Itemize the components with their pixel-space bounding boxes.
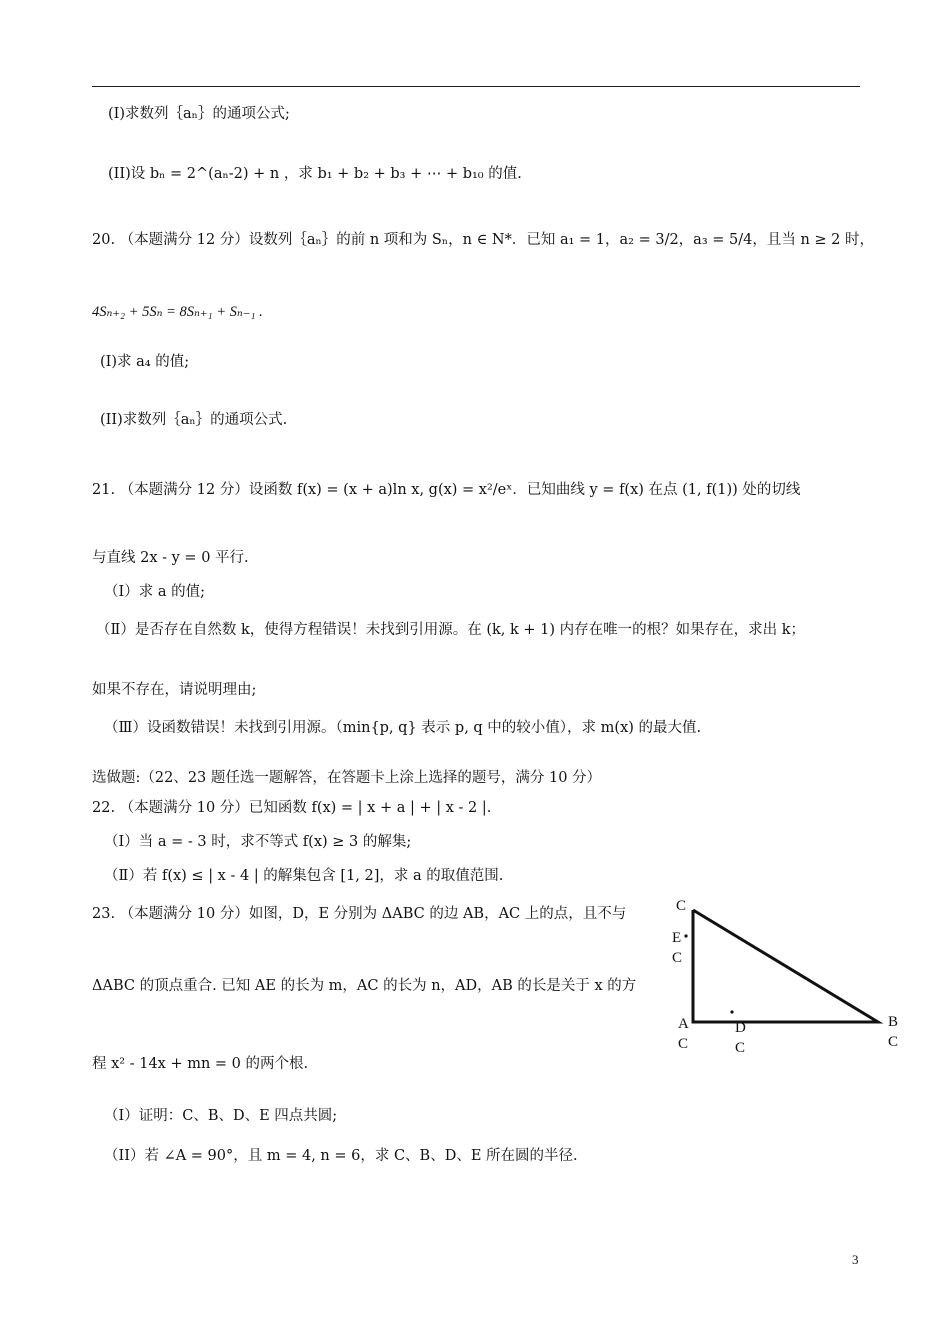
point-d-dot xyxy=(730,1010,733,1013)
q22-part1: （Ⅰ）当 a = - 3 时，求不等式 f(x) ≥ 3 的解集; xyxy=(104,834,412,850)
q21-part2: （Ⅱ）是否存在自然数 k，使得方程错误！未找到引用源。在 (k, k + 1) 内存在唯一的根？如果存在，求出 k； xyxy=(96,622,806,638)
q20-recurrence: 4Sₙ₊₂ + 5Sₙ = 8Sₙ₊₁ + Sₙ₋₁ . xyxy=(92,304,263,320)
q21-part3: （Ⅲ）设函数错误！未找到引用源。（min{p, q} 表示 p, q 中的较小值），求 m(x) 的最大值. xyxy=(104,720,702,736)
q21-part2-cont: 如果不存在，请说明理由; xyxy=(92,682,257,698)
q22-part2: （Ⅱ）若 f(x) ≤ | x - 4 | 的解集包含 [1, 2]，求 a 的取值范围. xyxy=(104,868,504,884)
q23-part1: （I）证明：C、B、D、E 四点共圆; xyxy=(104,1108,338,1124)
label-d-c: C xyxy=(735,1040,746,1056)
label-a: A xyxy=(678,1016,689,1032)
label-b-c: C xyxy=(888,1034,899,1050)
label-b: B xyxy=(888,1014,899,1030)
elective-heading: 选做题:（22、23 题任选一题解答，在答题卡上涂上选择的题号，满分 10 分） xyxy=(92,770,602,786)
q21-part1: （Ⅰ）求 a 的值; xyxy=(104,584,205,600)
q23-stem-cont: ΔABC 的顶点重合. 已知 AE 的长为 m，AC 的长为 n，AD，AB 的长是关于 x 的方 xyxy=(92,978,637,994)
q21-stem-cont: 与直线 2x - y = 0 平行. xyxy=(92,550,249,566)
q20-part2: (II)求数列｛aₙ｝的通项公式. xyxy=(100,412,288,428)
q22-stem: 22. （本题满分 10 分）已知函数 f(x) = | x + a | + | x - 2 |. xyxy=(92,800,492,816)
q19-part2: (II)设 bₙ = 2^(aₙ-2) + n ，求 b₁ + b₂ + b₃ + ⋯ + b₁₀ 的值. xyxy=(108,166,522,182)
point-e-dot xyxy=(684,934,687,937)
q23-stem: 23. （本题满分 10 分）如图，D，E 分别为 ΔABC 的边 AB，AC 上的点，且不与 xyxy=(92,906,627,922)
triangle-abc xyxy=(693,910,878,1022)
triangle-figure xyxy=(660,890,910,1070)
page-number: 3 xyxy=(852,1252,859,1267)
label-c-top: C xyxy=(676,898,687,914)
q20-part1: (I)求 a₄ 的值; xyxy=(100,354,190,370)
label-e-c: C xyxy=(672,950,683,966)
label-e: E xyxy=(672,930,682,946)
q21-stem: 21. （本题满分 12 分）设函数 f(x) = (x + a)ln x, g(x) = x²/eˣ．已知曲线 y = f(x) 在点 (1, f(1)) 处的切线 xyxy=(92,482,801,498)
label-a-c: C xyxy=(678,1036,689,1052)
q19-part1: (I)求数列｛aₙ｝的通项公式; xyxy=(108,106,290,122)
header-rule xyxy=(92,86,860,87)
q23-part2: （II）若 ∠A = 90°，且 m = 4, n = 6，求 C、B、D、E 所在圆的半径. xyxy=(104,1148,578,1164)
label-d: D xyxy=(735,1020,746,1036)
q20-stem: 20. （本题满分 12 分）设数列｛aₙ｝的前 n 项和为 Sₙ，n ∈ N*．已知 a₁ = 1，a₂ = 3/2，a₃ = 5/4，且当 n ≥ 2 时， xyxy=(92,232,874,248)
q23-stem-cont2: 程 x² - 14x + mn = 0 的两个根. xyxy=(92,1056,309,1072)
